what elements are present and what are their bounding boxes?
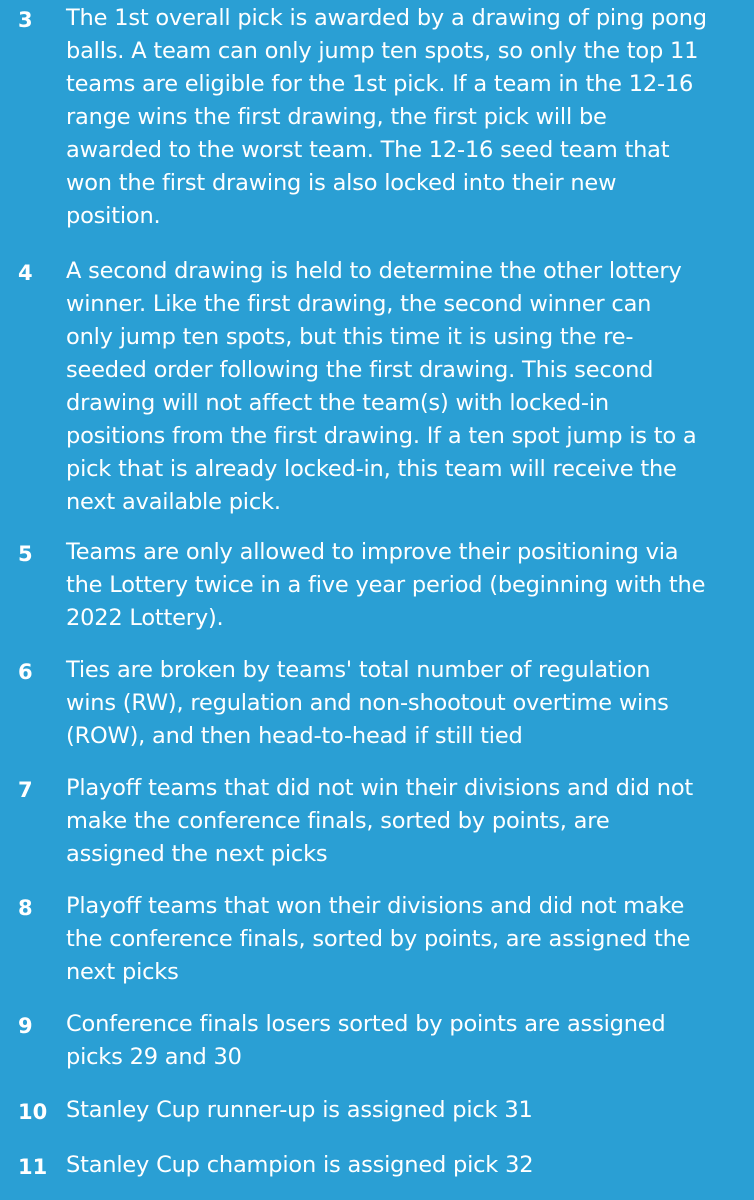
rule-text-line: A second drawing is held to determine the other lottery (66, 258, 682, 284)
rule-text-line: 2022 Lottery). (66, 605, 224, 631)
rule-text-line: pick that is already locked-in, this team will receive the (66, 456, 677, 482)
rule-text-line: position. (66, 203, 161, 229)
rule-text-line: next available pick. (66, 489, 281, 515)
rule-number: 5 (18, 542, 33, 566)
rule-text-line: The 1st overall pick is awarded by a drawing of ping pong (66, 5, 707, 31)
rule-text-line: drawing will not affect the team(s) with locked-in (66, 390, 609, 416)
rule-number: 8 (18, 896, 33, 920)
rule-text (66, 255, 752, 519)
rule-number: 11 (18, 1155, 48, 1179)
rule-text (66, 1149, 752, 1182)
rule-text (66, 536, 752, 635)
rule-text-line: the Lottery twice in a five year period (beginning with the (66, 572, 706, 598)
rule-text-line: winner. Like the first drawing, the second winner can (66, 291, 652, 317)
rule-text-line: Stanley Cup runner-up is assigned pick 31 (66, 1097, 533, 1123)
rule-text-line: assigned the next picks (66, 841, 328, 867)
rule-text-line: Stanley Cup champion is assigned pick 32 (66, 1152, 534, 1178)
rule-text-line: seeded order following the first drawing. This second (66, 357, 654, 383)
rule-text-line: next picks (66, 959, 179, 985)
rule-text-line: positions from the first drawing. If a ten spot jump is to a (66, 423, 697, 449)
rule-text (66, 890, 752, 989)
rule-text (66, 772, 752, 871)
rule-number: 3 (18, 8, 33, 32)
rule-number: 7 (18, 778, 33, 802)
rule-text-line: Playoff teams that did not win their divisions and did not (66, 775, 694, 801)
rule-text-line: balls. A team can only jump ten spots, so only the top 11 (66, 38, 699, 64)
rule-number: 6 (18, 660, 33, 684)
rule-text-line: awarded to the worst team. The 12-16 seed team that (66, 137, 670, 163)
rule-text-line: Teams are only allowed to improve their positioning via (66, 539, 679, 565)
rule-text-line: range wins the first drawing, the first pick will be (66, 104, 607, 130)
rule-number: 9 (18, 1014, 33, 1038)
rule-text (66, 2, 752, 233)
rule-text (66, 654, 752, 753)
rule-text-line: make the conference finals, sorted by points, are (66, 808, 610, 834)
rule-text-line: (ROW), and then head-to-head if still tied (66, 723, 523, 749)
rule-text-line: Playoff teams that won their divisions and did not make (66, 893, 685, 919)
rule-text-line: teams are eligible for the 1st pick. If a team in the 12-16 (66, 71, 694, 97)
rule-text-line: only jump ten spots, but this time it is using the re- (66, 324, 634, 350)
rule-text-line: Ties are broken by teams' total number of regulation (66, 657, 651, 683)
rule-number: 4 (18, 261, 33, 285)
rule-text-line: won the first drawing is also locked into their new (66, 170, 617, 196)
rule-text-line: picks 29 and 30 (66, 1044, 242, 1070)
rule-text-line: the conference finals, sorted by points, are assigned the (66, 926, 691, 952)
rule-text (66, 1094, 752, 1127)
rule-text-line: Conference finals losers sorted by points are assigned (66, 1011, 666, 1037)
rule-text (66, 1008, 752, 1074)
rule-text-line: wins (RW), regulation and non-shootout overtime wins (66, 690, 669, 716)
rule-number: 10 (18, 1100, 48, 1124)
